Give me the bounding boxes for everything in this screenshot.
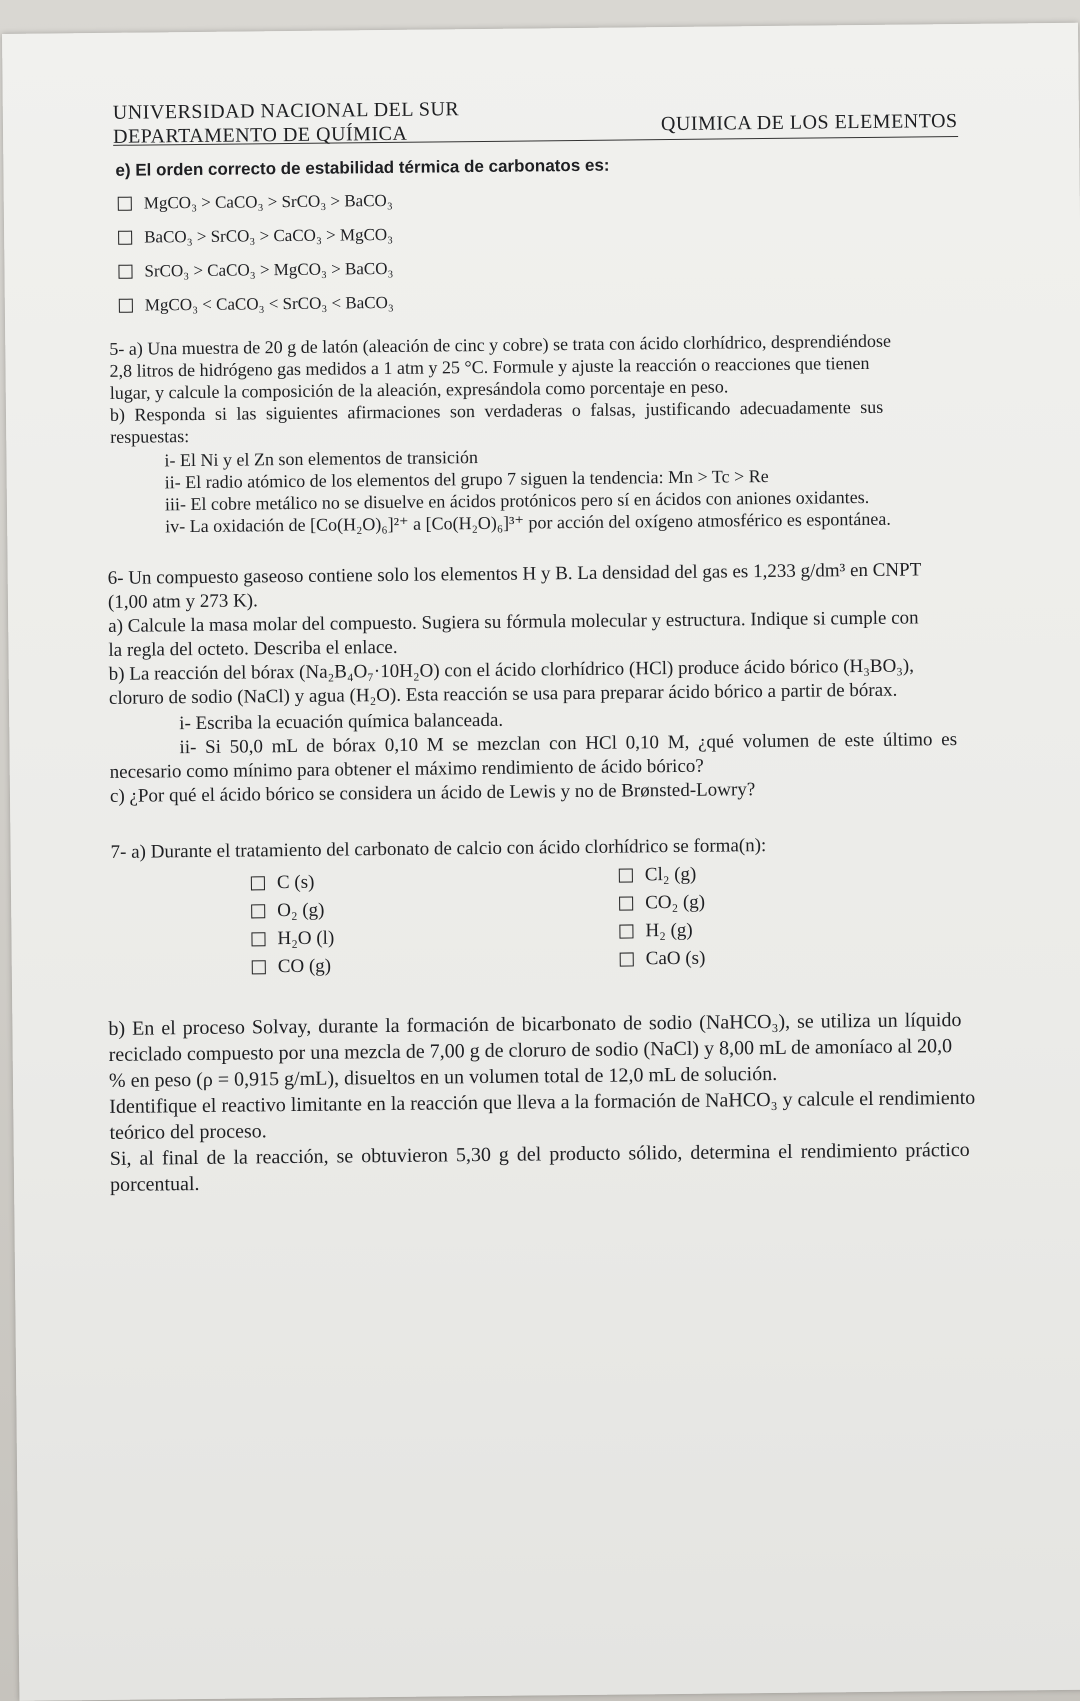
checkbox[interactable] [252, 960, 266, 974]
question-e-option[interactable] [118, 190, 393, 215]
exam-sheet [2, 23, 1080, 1701]
q7-stem: 7- a) Durante el tratamiento del carbonato de calcio con ácido clorhídrico se forma(n): [110, 835, 767, 863]
option-text: BaCO₃ > SrCO₃ > CaCO₃ > MgCO₃ [144, 224, 394, 247]
q7-option[interactable] [251, 871, 315, 896]
checkbox[interactable] [251, 904, 265, 918]
option-text: MgCO₃ < CaCO₃ < SrCO₃ < BaCO₃ [144, 292, 394, 315]
q7-option[interactable] [619, 891, 705, 916]
q5-item: i- El Ni y el Zn son elementos de transición [164, 447, 478, 471]
option-text: CO₂ (g) [645, 891, 706, 914]
q6-line: necesario como mínimo para obtener el máximo rendimiento de ácido bórico? [109, 755, 704, 783]
q7-b-line: reciclado compuesto por una mezcla de 7,00 g de cloruro de sodio (NaCl) y 8,00 mL de amoníaco al 20,0 [108, 1035, 953, 1066]
option-text: Cl₂ (g) [644, 863, 697, 886]
option-text: H₂ (g) [645, 919, 693, 942]
checkbox[interactable] [619, 896, 633, 910]
q7-b-line: Si, al final de la reacción, se obtuvieron 5,30 g del producto sólido, determina el rendimiento práctico [109, 1138, 970, 1170]
option-text: H₂O (l) [277, 927, 335, 950]
q7-b-line: b) En el proceso Solvay, durante la formación de bicarbonato de sodio (NaHCO₃), se utiliza un líquido [108, 1009, 962, 1040]
q5-item: iii- El cobre metálico no se disuelve en ácidos protónicos pero sí en ácidos con aniones oxidantes. [164, 486, 870, 515]
option-text: O₂ (g) [277, 899, 325, 922]
q5-a-line: 2,8 litros de hidrógeno gas medidos a 1 atm y 25 °C. Formule y ajuste la reacción o reacciones que tienen [109, 352, 870, 381]
university-name: UNIVERSIDAD NACIONAL DEL SUR [112, 98, 460, 124]
q6-line: i- Escriba la ecuación química balanceada. [179, 709, 504, 735]
q6-line: cloruro de sodio (NaCl) y agua (H₂O). Esta reacción se usa para preparar ácido bórico a partir de bórax. [108, 679, 898, 709]
q7-option[interactable] [251, 899, 324, 924]
checkbox[interactable] [619, 924, 633, 938]
q7-b-line: teórico del proceso. [109, 1120, 267, 1144]
q6-line: b) La reacción del bórax (Na₂B₄O₇·10H₂O) con el ácido clorhídrico (HCl) produce ácido bórico (H₃BO₃), [108, 655, 915, 685]
q7-b-line: Identifique el reactivo limitante en la reacción que lleva a la formación de NaHCO₃ y calcule el rendimiento [109, 1086, 976, 1118]
q7-option[interactable] [619, 919, 692, 944]
option-text: MgCO₃ > CaCO₃ > SrCO₃ > BaCO₃ [143, 190, 393, 213]
option-text: CO (g) [277, 955, 332, 978]
q5-item: iv- La oxidación de [Co(H₂O)₆]²⁺ a [Co(H₂O)₆]³⁺ por acción del oxígeno atmosférico es espontánea. [165, 508, 891, 537]
q5-b-line: respuestas: [110, 426, 190, 447]
checkbox[interactable] [619, 868, 633, 882]
q7-b-line: % en peso (ρ = 0,915 g/mL), disueltos en un volumen total de 12,0 mL de solución. [108, 1062, 778, 1092]
option-text: SrCO₃ > CaCO₃ > MgCO₃ > BaCO₃ [144, 258, 394, 281]
q5-a-line: 5- a) Una muestra de 20 g de latón (aleación de cinc y cobre) se trata con ácido clorhídrico, desprendiéndose [109, 330, 892, 359]
q7-option[interactable] [251, 927, 334, 952]
option-text: C (s) [276, 871, 315, 894]
q5-a-line: lugar, y calcule la composición de la aleación, expresándola como porcentaje en peso. [109, 376, 729, 403]
question-e-option[interactable] [118, 258, 393, 283]
q7-option[interactable] [252, 955, 332, 980]
q7-b-line: porcentual. [109, 1172, 200, 1196]
q6-line: la regla del octeto. Describa el enlace. [108, 636, 398, 661]
checkbox[interactable] [118, 231, 132, 245]
checkbox[interactable] [620, 952, 634, 966]
q6-line: c) ¿Por qué el ácido bórico se considera un ácido de Lewis y no de Brønsted-Lowry? [109, 779, 756, 807]
checkbox[interactable] [118, 265, 132, 279]
q5-b-line: b) Responda si las siguientes afirmaciones son verdaderas o falsas, justificando adecuadamente sus [109, 396, 884, 425]
question-e-stem: e) El orden correcto de estabilidad térmica de carbonatos es: [115, 155, 610, 180]
q6-line: (1,00 atm y 273 K). [107, 590, 258, 613]
checkbox[interactable] [251, 876, 265, 890]
q6-line: a) Calcule la masa molar del compuesto. Sugiera su fórmula molecular y estructura. Indique si cumple con [108, 607, 919, 637]
course-name: QUIMICA DE LOS ELEMENTOS [660, 109, 958, 136]
checkbox[interactable] [118, 197, 132, 211]
option-text: CaO (s) [645, 947, 706, 970]
checkbox[interactable] [119, 299, 133, 313]
q7-option[interactable] [620, 947, 706, 972]
checkbox[interactable] [251, 932, 265, 946]
question-e-option[interactable] [118, 224, 393, 249]
question-e-option[interactable] [119, 292, 394, 317]
q6-line: ii- Si 50,0 mL de bórax 0,10 M se mezclan con HCl 0,10 M, ¿qué volumen de este último es [179, 729, 958, 759]
q6-line: 6- Un compuesto gaseoso contiene solo los elementos H y B. La densidad del gas es 1,233 g/dm³ en CNPT [107, 559, 922, 589]
q5-item: ii- El radio atómico de los elementos del grupo 7 siguen la tendencia: Mn > Tc > Re [164, 465, 769, 493]
department-name: DEPARTAMENTO DE QUÍMICA [112, 122, 408, 148]
q7-option[interactable] [619, 863, 697, 888]
